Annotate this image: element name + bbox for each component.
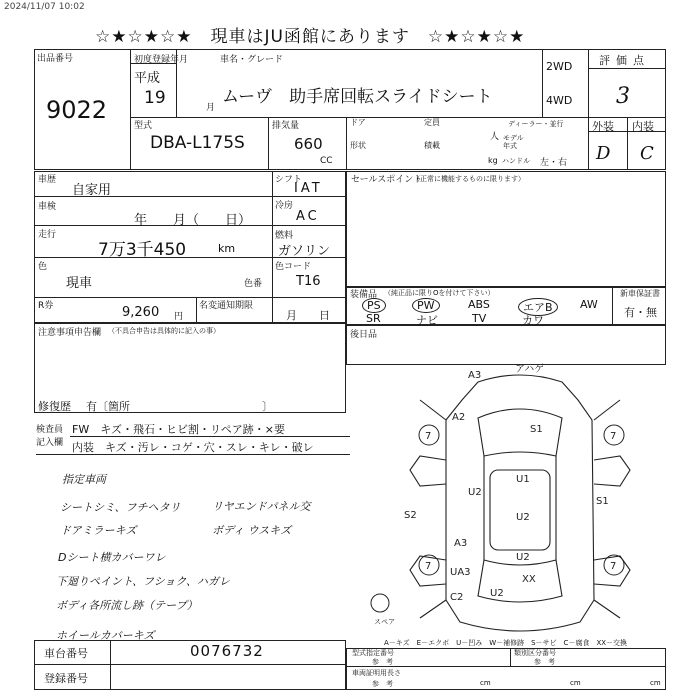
equipment-item: PS	[362, 298, 386, 313]
month-unit: 月	[206, 103, 216, 113]
ext-label: 外装	[592, 120, 614, 133]
fuel-label: 燃料	[275, 231, 294, 241]
name-change-label: 名変通知期限	[199, 301, 254, 311]
note-line: Dシート横カバーワレ	[58, 551, 166, 564]
handle-value: 左・右	[540, 158, 568, 168]
cm-unit: cm	[570, 679, 581, 687]
yen-unit: 円	[174, 312, 184, 322]
inspector-label-1: 検査員	[36, 425, 64, 435]
car-body-outline	[446, 375, 594, 631]
back-seat-frame	[346, 325, 666, 365]
chassis-number: 0076732	[190, 642, 264, 660]
equipment-sub: （純正品に限りOを付けて下さい）	[384, 289, 495, 297]
km-unit: km	[218, 242, 236, 255]
displacement-value: 660	[294, 135, 323, 153]
damage-legend: A－キズ E－エクボ U－凹み W－補修跡 S－サビ C－腐食 XX－交換	[384, 639, 628, 647]
drive-2wd: 2WD	[546, 60, 573, 73]
note-line: ドアミラーキズ	[60, 524, 137, 537]
inspection-value: 年 月（ 日）	[134, 213, 252, 228]
windshield	[478, 409, 562, 456]
cc-unit: CC	[320, 156, 333, 166]
cm-unit: cm	[650, 679, 661, 687]
warranty-value: 有・無	[624, 306, 657, 319]
equipment-item: AW	[580, 298, 598, 311]
handle-label: ハンドル	[502, 157, 530, 165]
era: 平成	[134, 71, 161, 86]
back-seat-label: 後日品	[350, 330, 378, 340]
tire-fr-label: 7	[610, 431, 617, 442]
type-spec-label: 型式指定番号	[352, 649, 394, 657]
inspection-label: 車検	[38, 202, 57, 212]
car-name: ムーヴ 助手席回転スライドシート	[222, 87, 493, 107]
warranty-label: 新車保証書	[620, 289, 660, 298]
lot-label: 出品番号	[37, 54, 74, 64]
registration-label: 登録番号	[44, 672, 88, 685]
name-grade-label: 車名・グレード	[220, 55, 284, 65]
color-no-label: 色番	[244, 279, 263, 289]
damage-mark: U2	[516, 552, 530, 563]
repair-label: 修復歴	[38, 400, 71, 413]
chassis-label: 車台番号	[44, 647, 88, 660]
person-unit: 人	[490, 132, 500, 142]
r-ticket-value: 9,260	[122, 305, 160, 320]
car-damage-diagram	[374, 360, 680, 650]
fuel-value: ガソリン	[278, 244, 331, 259]
cm-unit: cm	[480, 679, 491, 687]
model-label: 型式	[134, 121, 153, 131]
category-label: 類別区分番号	[514, 649, 556, 657]
reg-year: 19	[144, 88, 166, 108]
equipment-item: エアB	[518, 298, 558, 316]
tire-rl-label: 7	[425, 561, 432, 572]
note-line: 下廻りペイント、フショク、ハガレ	[56, 575, 230, 588]
capacity-label: 定員	[424, 118, 440, 127]
int-grade: C	[640, 143, 654, 164]
ac-label: 冷房	[275, 201, 294, 211]
equipment-item: カワ	[522, 314, 544, 327]
tire-fl-label: 7	[425, 431, 432, 442]
damage-mark: UA3	[450, 567, 471, 578]
ac-value: AC	[296, 209, 320, 224]
damage-mark: アハゲ	[515, 364, 545, 375]
load-label: 積載	[424, 141, 440, 150]
dimension-label: 車両証明用長さ	[352, 669, 401, 677]
score-label: 評価点	[599, 54, 650, 67]
timestamp: 2024/11/07 10:02	[4, 2, 85, 12]
equipment-item: ABS	[468, 298, 490, 311]
mileage-value: 7万3千450	[98, 240, 187, 260]
first-reg-label: 初度登録年月	[134, 55, 189, 65]
drive-4wd: 4WD	[546, 94, 573, 107]
damage-mark: S2	[404, 510, 417, 521]
damage-mark: C2	[450, 592, 464, 603]
sales-point-label: セールスポイント	[351, 175, 423, 185]
color-value: 現車	[66, 276, 93, 291]
damage-mark: S1	[530, 424, 543, 435]
tire-rr-label: 7	[610, 561, 617, 572]
kg-unit: kg	[488, 156, 498, 165]
score-value: 3	[616, 84, 630, 109]
equipment-item: TV	[472, 312, 487, 325]
damage-mark: A2	[452, 412, 466, 423]
shape-label: 形状	[350, 141, 366, 150]
sales-point-sub: （正常に機能するものに限ります）	[413, 175, 525, 183]
model-code: DBA-L175S	[150, 133, 245, 153]
model-year-label: モデル年式	[503, 134, 524, 150]
ext-grade: D	[596, 143, 611, 164]
history-value: 自家用	[72, 183, 112, 198]
equipment-item: ナビ	[416, 314, 438, 327]
repair-value: 有〔箇所 〕	[86, 400, 273, 413]
damage-mark: U2	[490, 588, 504, 599]
category-ref: 参 考	[534, 658, 555, 666]
note-line: ボディ各所流し跡（テープ）	[56, 599, 198, 612]
displacement-label: 排気量	[272, 121, 300, 131]
equipment-label: 装備品	[350, 290, 378, 300]
note-line: 指定車両	[62, 473, 106, 486]
r-ticket-label: R券	[38, 301, 54, 311]
equipment-item: PW	[412, 298, 440, 313]
inspector-line-2: 内装 キズ・汚レ・コゲ・穴・スレ・キレ・破レ	[72, 441, 314, 454]
notes-sub: （不具合申告は具体的に記入の事）	[108, 327, 220, 335]
color-code-label: 色コード	[275, 262, 312, 272]
damage-mark: XX	[522, 574, 536, 585]
history-label: 車歴	[38, 175, 57, 185]
location-banner: ☆★☆★☆★ 現車はJU函館にあります ☆★☆★☆★	[95, 27, 526, 47]
color-code-value: T16	[296, 274, 321, 289]
notes-label: 注意事項申告欄	[38, 328, 102, 338]
damage-mark: U2	[516, 512, 530, 523]
lot-number: 9022	[46, 96, 108, 124]
note-line: シートシミ、フチヘタリ	[60, 501, 181, 514]
dimension-ref: 参 考	[372, 680, 393, 688]
door-label: ドア	[350, 118, 366, 127]
equipment-item: SR	[366, 312, 381, 325]
damage-mark: U1	[516, 474, 530, 485]
dealer-label: ディーラー・並行	[508, 120, 564, 128]
damage-mark: A3	[468, 370, 482, 381]
color-label: 色	[38, 262, 48, 272]
name-change-value: 月 日	[286, 309, 330, 322]
sales-point-frame	[346, 171, 666, 287]
shift-label: シフト	[275, 175, 303, 185]
note-line: リヤエンドパネル交	[212, 500, 311, 513]
spare-label: スペア	[374, 618, 395, 626]
inspector-label-2: 記入欄	[36, 438, 64, 448]
damage-mark: U2	[468, 487, 482, 498]
int-label: 内装	[632, 120, 654, 133]
note-line: ホイールカバーキズ	[56, 629, 155, 642]
damage-mark: S1	[596, 496, 609, 507]
mileage-label: 走行	[38, 230, 57, 240]
inspector-line-1: FW キズ・飛石・ヒビ割・リペア跡・×要	[72, 423, 285, 436]
note-line: ボディ ウスキズ	[212, 524, 292, 537]
shift-value: IAT	[294, 181, 323, 196]
damage-mark: A3	[454, 538, 468, 549]
type-spec-ref: 参 考	[372, 658, 393, 666]
